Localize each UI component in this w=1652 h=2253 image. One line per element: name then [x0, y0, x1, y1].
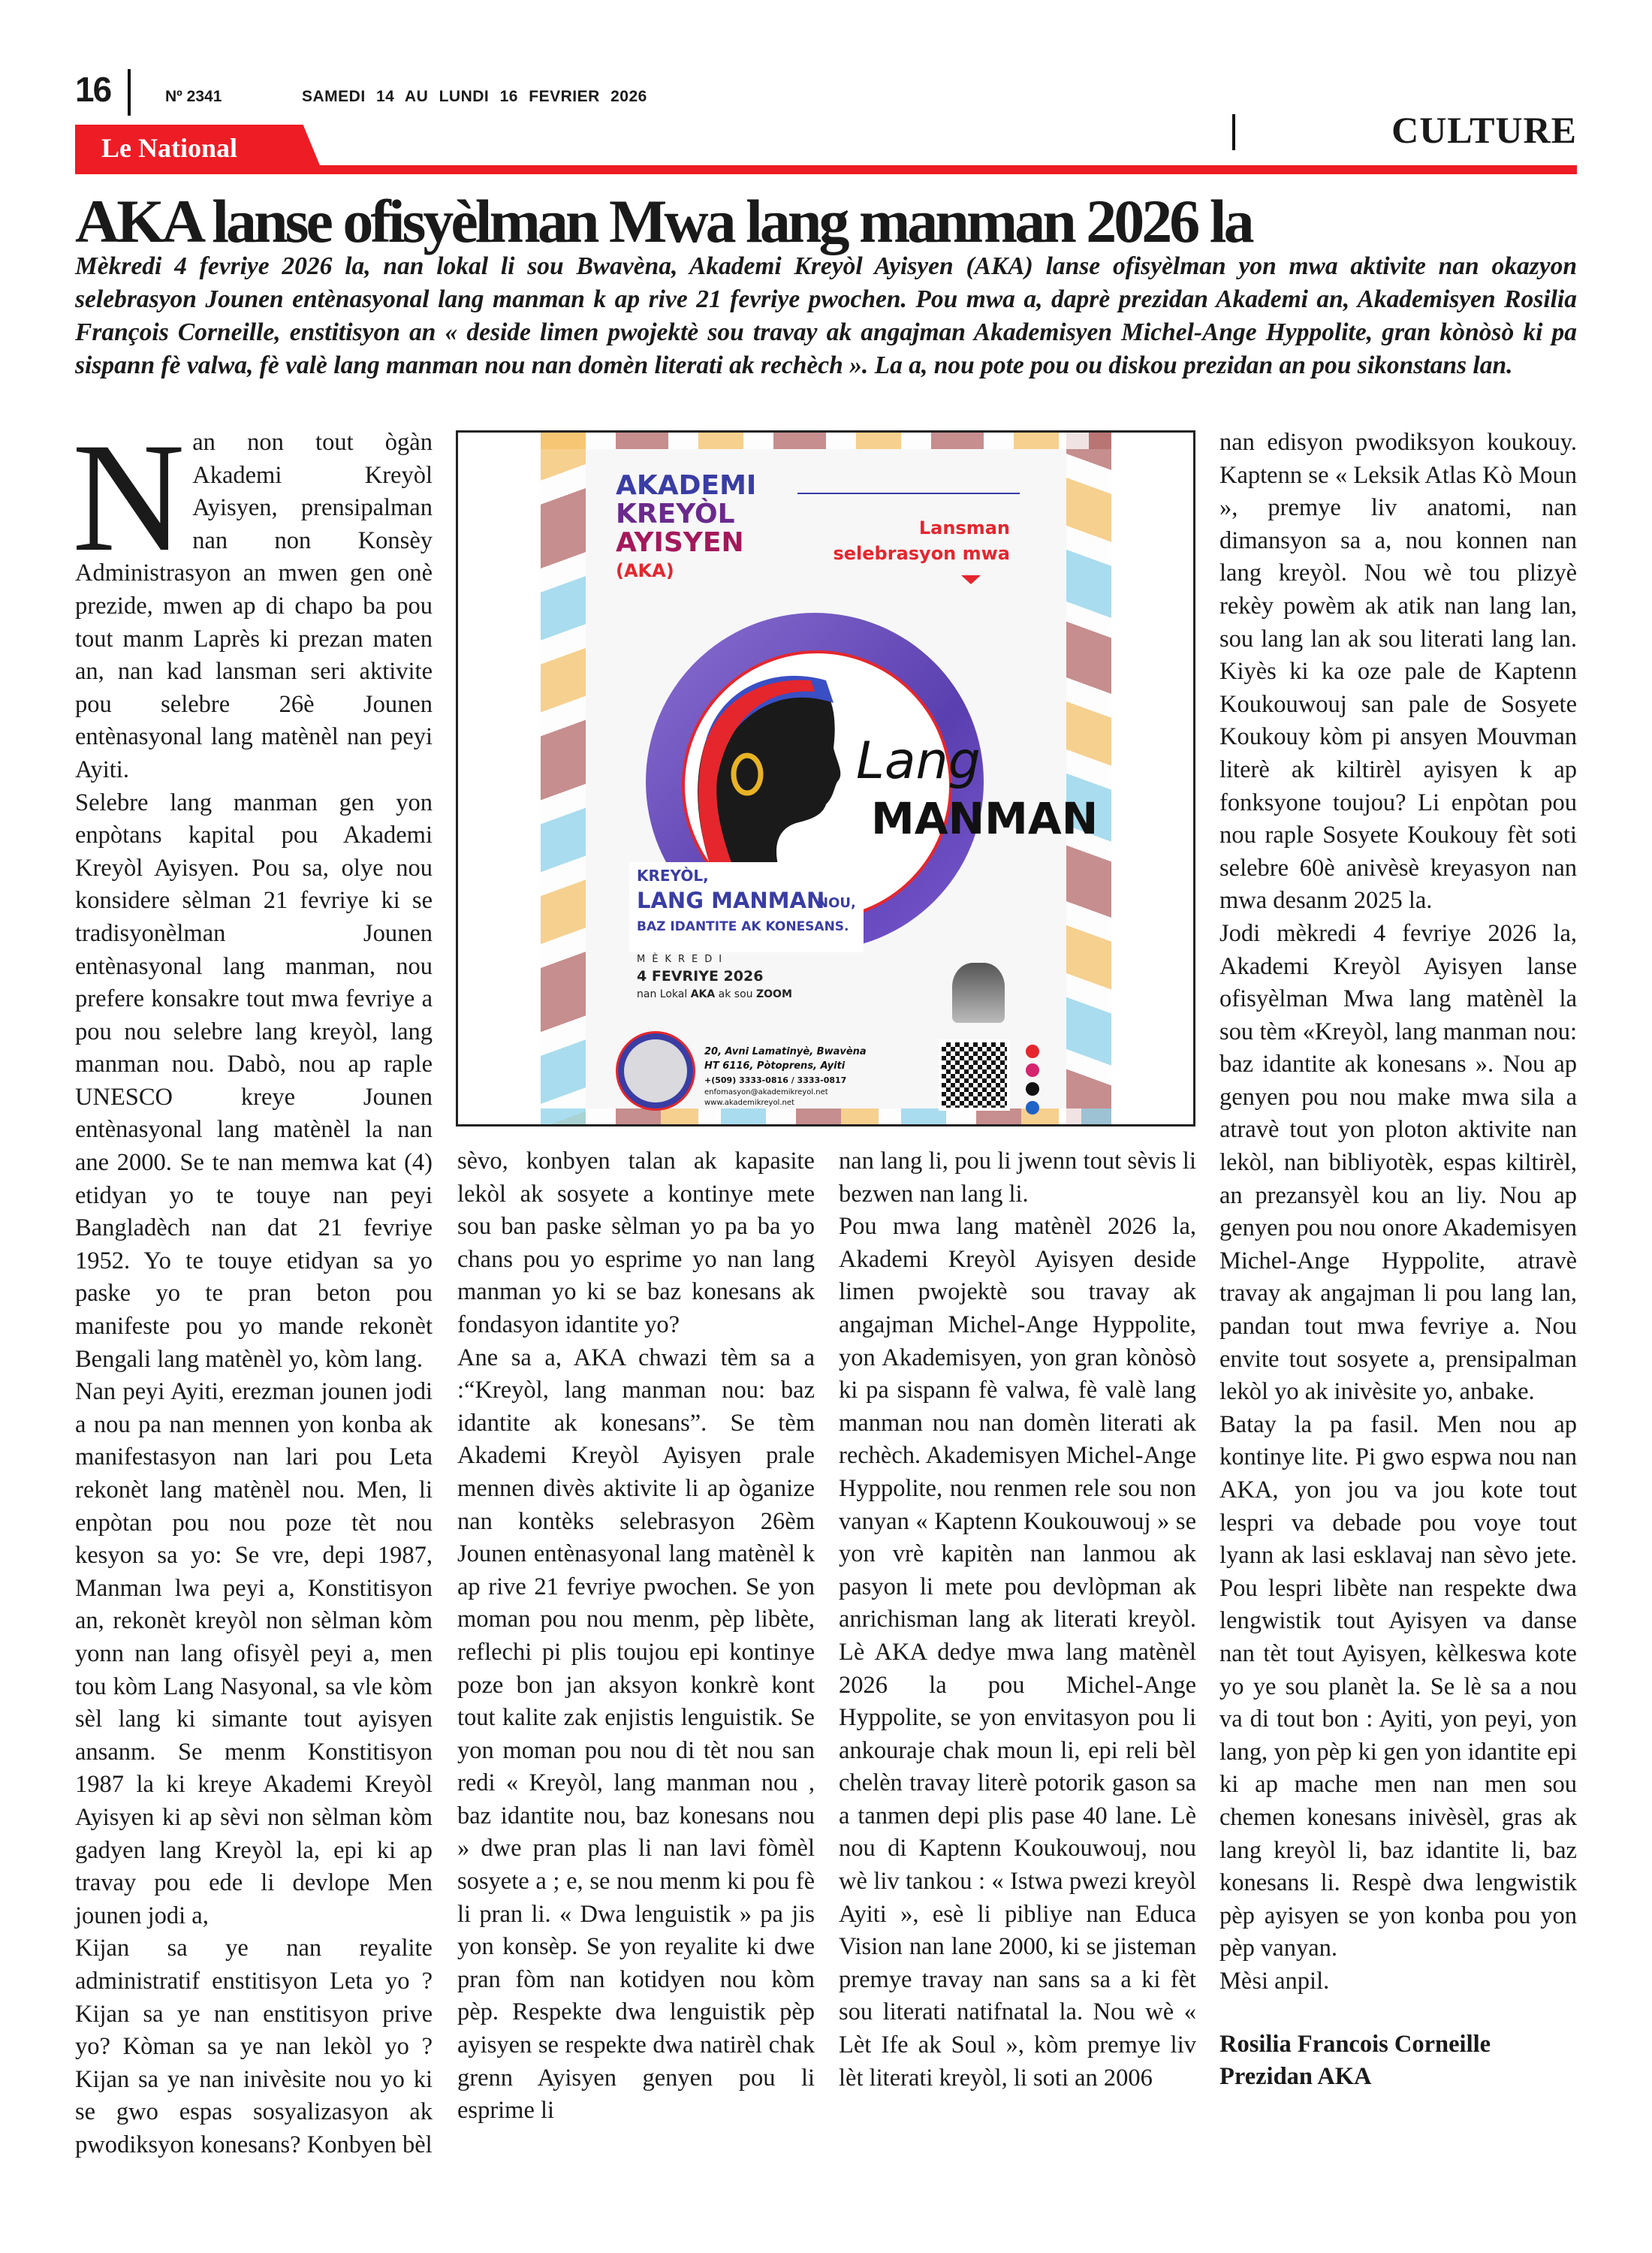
poster-venue: nan Lokal	[637, 988, 691, 1000]
poster-address: HT 6116, Pòtoprens, Ayiti	[704, 1060, 846, 1072]
poster-theme: NOU,	[817, 895, 856, 911]
theme-box	[629, 862, 864, 952]
signature-role: Prezidan AKA	[1219, 2063, 1372, 2091]
poster-launch-line: Lansman	[918, 517, 1010, 538]
drop-cap: N	[72, 411, 185, 584]
poster-phone: +(509) 3333-0816 / 3333-0817	[704, 1075, 847, 1085]
article-title: AKA lanse ofisyèlman Mwa lang manman 2026 la	[75, 187, 1252, 255]
down-arrow-icon	[961, 575, 981, 584]
paragraph: Batay la pa fasil. Men nou ap kontinye lite. Pi gwo espwa nou nan AKA, yon jou va jou kote tout lespri va debade pou voye tout lyann ak lasi esklavaj nan sèvo jete. Pou lespri libète nan respekte dwa lengwistik tout Ayisyen va danse nan tèt tout Ayisyen, kèlkeswa kote yo ye sou planèt la. Se lè sa a nou va di tout bon : Ayiti, yon peyi, yon lang, yon pèp ki gen yon idantite epi ki ap mache men nan men sou chemen konesans inivèsèl, gras ak lang kreyòl li, baz idantite li, baz konesans li. Respè dwa lengwistik pèp ayisyen se yon konba pou yon pèp vanyan.	[1219, 1410, 1577, 1962]
paragraph: nan edisyon pwodiksyon koukouy. Kaptenn se « Leksik Atlas Kò Moun », premye liv anatomi, nan dimansyon sa a, nou konnen nan lang kreyòl. Nou wè tou plizyè rekèy powèm ak atik nan lang lan, sou lang lan ak sou literati lang lan. Kiyès ki ka oze pale de Kaptenn Koukouwouj san pale de Sosyete Koukouy kòm pi ansyen Mouvman literè ak kiltirèl ayisyen k ap fonksyone toujou? Li enpòtan pou nou raple Sosyete Koukouy fèt soti selebre 60è anivèsè kreyasyon nan mwa desanm 2025 la.	[1219, 429, 1577, 915]
poster-venue: ZOOM	[756, 988, 792, 1000]
decorative-stripes	[541, 433, 1111, 449]
article-column-1	[72, 411, 433, 2161]
paragraph	[72, 411, 433, 787]
poster-theme: BAZ IDANTITE AK KONESANS.	[637, 919, 849, 934]
poster-logo-word: MANMAN	[871, 793, 1099, 844]
paragraph: nan lang li, pou li jwenn tout sèvis li bezwen nan lang li.	[839, 1148, 1196, 1208]
poster-org-line: AYISYEN	[616, 527, 744, 558]
paper-name: Le National	[101, 133, 238, 163]
poster-logo-word: Lang	[856, 731, 981, 791]
divider	[1232, 114, 1235, 150]
article-lead: Mèkredi 4 fevriye 2026 la, nan lokal li sou Bwavèna, Akademi Kreyòl Ayisyen (AKA) lanse ofisyèlman yon mwa aktivite nan okazyon selebrasyon Jounen entènasyonal lang manman k ap rive 21 fevriye pwochen. Pou mwa a, daprè prezidan Akademi an, Akademisyen Rosilia François Corneille, enstitisyon an « deside limen pwojektè sou travay ak angajman Akademisyen Michel-Ange Hyppolite, gran kònòsò ki pa sispann fè valwa, fè valè lang manman nou nan domèn literati ak rechèch ». La a, nou pote pou ou diskou prezidan an pou sikonstans lan.	[75, 252, 1577, 379]
poster-email: enfomasyon@akademikreyol.net	[704, 1088, 828, 1096]
issue-date: SAMEDI 14 AU LUNDI 16 FEVRIER 2026	[302, 88, 647, 105]
paragraph-text: an non tout ògàn Akademi Kreyòl Ayisyen, prensipalman nan non Konsèy Administrasyon an mwen gen onè prezide, mwen ap di chapo ba pou tout manm Laprès ki prezan maten an, nan kad lansman seri aktivite pou selebre 26è Jounen entènasyonal lang matènèl nan peyi Ayiti.	[75, 429, 433, 783]
poster-day: MÈKREDI	[637, 954, 729, 965]
paragraph: sèvo, konbyen talan ak kapasite lekòl ak sosyete a kontinye mete sou ban paske sèlman yo pa ba yo chans pou yo esprime yo nan lang manman yo ki se baz konesans ak fondasyon idantite yo?	[457, 1148, 815, 1338]
poster-theme: KREYÒL,	[637, 867, 709, 885]
decorative-stripes	[541, 433, 586, 1125]
qr-code[interactable]	[939, 1039, 1010, 1111]
poster-website: www.akademikreyol.net	[704, 1099, 794, 1107]
section-label: CULTURE	[1391, 109, 1577, 151]
poster-org-line: AKADEMI	[616, 470, 757, 501]
paragraph: Kijan sa ye nan reyalite administratif enstitisyon Leta yo ? Kijan sa ye nan enstitisyon prive yo? Kòman sa ye nan lekòl yo ? Kijan sa ye nan inivèsite nou yo ki se gwo espas sosyalizasyon ak pwodiksyon konesans? Konbyen bèl	[75, 1935, 433, 2158]
instagram-icon[interactable]	[1026, 1063, 1039, 1077]
divider	[797, 493, 1020, 494]
poster-org-line: KREYÒL	[616, 499, 735, 529]
divider	[128, 69, 131, 116]
poster-venue: ak sou	[715, 988, 756, 1000]
threads-icon[interactable]	[1026, 1101, 1039, 1114]
aka-seal-logo	[618, 1033, 693, 1108]
article-column-4	[1219, 427, 1577, 2094]
decorative-stripes	[1066, 433, 1111, 1125]
paragraph: Jodi mèkredi 4 fevriye 2026 la, Akademi Kreyòl Ayisyen lanse ofisyèlman Mwa lang matènèl la sou tèm «Kreyòl, lang manman nou: baz idantite ak konesans ». Nou ap genyen pou nou make mwa sila a atravè tout yon ploton aktivite nan lekòl, nan bibliyotèk, espas kiltirèl, an prezansyèl kou an liy. Nou ap genyen pou nou onore Akademisyen Michel-Ange Hyppolite, atravè travay ak angajman li pou lang lan, pandan tout mwa fevriye a. Nou envite tout sosyete a, prensipalman lekòl yo ak inivèsite yo, anbake.	[1219, 919, 1577, 1406]
paragraph: Nan peyi Ayiti, erezman jounen jodi a nou pa nan mennen yon konba ak manifestasyon nan lari pou Leta rekonèt lang matènèl nou. Men, li enpòtan pou nou poze tèt nou kesyon sa yo: Se vre, depi 1987, Manman lwa peyi a, Konstitisyon an, rekonèt kreyòl non sèlman kòm yonn nan lang ofisyèl peyi a, men tou kòm Lang Nasyonal, sa vle kòm sèl lang ki simante tout ayisyen ansanm. Se menm Konstitisyon 1987 la ki kreye Akademi Kreyòl Ayisyen ki ap sèvi non sèlman kòm gadyen lang Kreyòl la, epi ki ap travay pou ede li devlope Men jounen jodi a,	[75, 1378, 433, 1929]
signature-name: Rosilia Francois Corneille	[1219, 2030, 1491, 2058]
poster-venue: AKA	[690, 988, 716, 1000]
event-poster	[456, 430, 1195, 1126]
president-photo	[952, 963, 1005, 1023]
poster-date: 4 FEVRIYE 2026	[637, 968, 764, 985]
poster-launch-line: selebrasyon mwa	[833, 543, 1010, 564]
poster-image	[541, 433, 1111, 1125]
paragraph: Pou mwa lang matènèl 2026 la, Akademi Kreyòl Ayisyen deside limen pwojektè sou travay ak angajman Michel-Ange Hyppolite, yon Akademisyen, yon gran kònòsò ki pa sispann fè valwa, fè valè lang manman nou nan domèn literati ak rechèch. Akademisyen Michel-Ange Hyppolite, nou renmen rele sou non vanyan « Kaptenn Koukouwouj » se yon vrè kapitèn nan lanmou ak pasyon li mete pou devlòpman ak anrichisman lang ak literati kreyòl. Lè AKA dedye mwa lang matènèl 2026 la pou Michel-Ange Hyppolite, se yon envitasyon pou li ankouraje chak moun li, epi reli bèl chelèn travay literè potorik gason sa a tanmen depi plis pase 40 lane. Lè nou di Kaptenn Koukouwouj, nou wè liv tankou : « Istwa pwezi kreyòl Ayiti », esè li pibliye nan Educa Vision nan lane 2000, ki se jisteman premye travay nan sans sa a ki fèt sou literati natifnatal la. Nou wè « Lèt Ife ak Soul », kòm premye liv lèt literati kreyòl, li soti an 2006	[839, 1213, 1196, 2092]
woman-silhouette-icon	[683, 650, 856, 876]
article-column-3	[839, 1145, 1196, 2095]
youtube-icon[interactable]	[1026, 1045, 1039, 1058]
issue-number: Nº 2341	[165, 88, 222, 105]
poster-address: 20, Avni Lamatinyè, Bwavèna	[704, 1046, 867, 1057]
page-number: 16	[75, 70, 111, 109]
x-icon[interactable]	[1026, 1082, 1039, 1096]
article-column-2	[457, 1145, 815, 2128]
paragraph: Mèsi anpil.	[1219, 1967, 1330, 1995]
decorative-stripes	[541, 1108, 1111, 1125]
poster-org-abbr: (AKA)	[616, 560, 674, 581]
paragraph: Ane sa a, AKA chwazi tèm sa a :“Kreyòl, lang manman nou: baz idantite ak konesans”. Se tèm Akademi Kreyòl Ayisyen prale mennen divès aktivite li ap òganize nan kontèks selebrasyon 26èm Jounen entènasyonal lang matènèl k ap rive 21 fevriye pwochen. Se yon moman pou nou menm, pèp libète, reflechi pi plis toujou epi kontinye poze bon jan aksyon konkrè kont tout kalite zak enjistis lenguistik. Se yon moman pou nou di tèt nou san redi « Kreyòl, lang manman nou , baz idantite nou, baz konesans nou » dwe pran plas li nan lavi fòmèl sosyete a ; e, se nou menm ki pou fè li pran li. « Dwa lenguistik » pa jis yon konsèp. Se yon reyalite ki dwe pran fòm nan kotidyen nou kòm pèp. Respekte dwa lenguistik pèp ayisyen se respekte dwa natirèl chak grenn Ayisyen genyen pou li esprime li	[457, 1344, 815, 2125]
poster-theme: LANG MANMAN	[637, 888, 825, 913]
paragraph: Selebre lang manman gen yon enpòtans kapital pou Akademi Kreyòl Ayisyen. Pou sa, olye nou konsidere sèlman 21 fevriye ki se tradisyonèlman Jounen entènasyonal lang manman, nou prefere konsakre tout mwa fevriye a pou nou selebre lang kreyòl, lang manman nou. Dabò, nou ap raple UNESCO kreye Jounen entènasyonal lang matènèl la nan ane 2000. Se te nan memwa kat (4) etidyan yo te touye nan peyi Bangladèch nan dat 21 fevriye 1952. Yo te touye etidyan sa yo paske yo te pran beton pou manifeste pou yo mande rekonèt Bengali lang matènèl yo, kòm lang.	[75, 789, 433, 1373]
